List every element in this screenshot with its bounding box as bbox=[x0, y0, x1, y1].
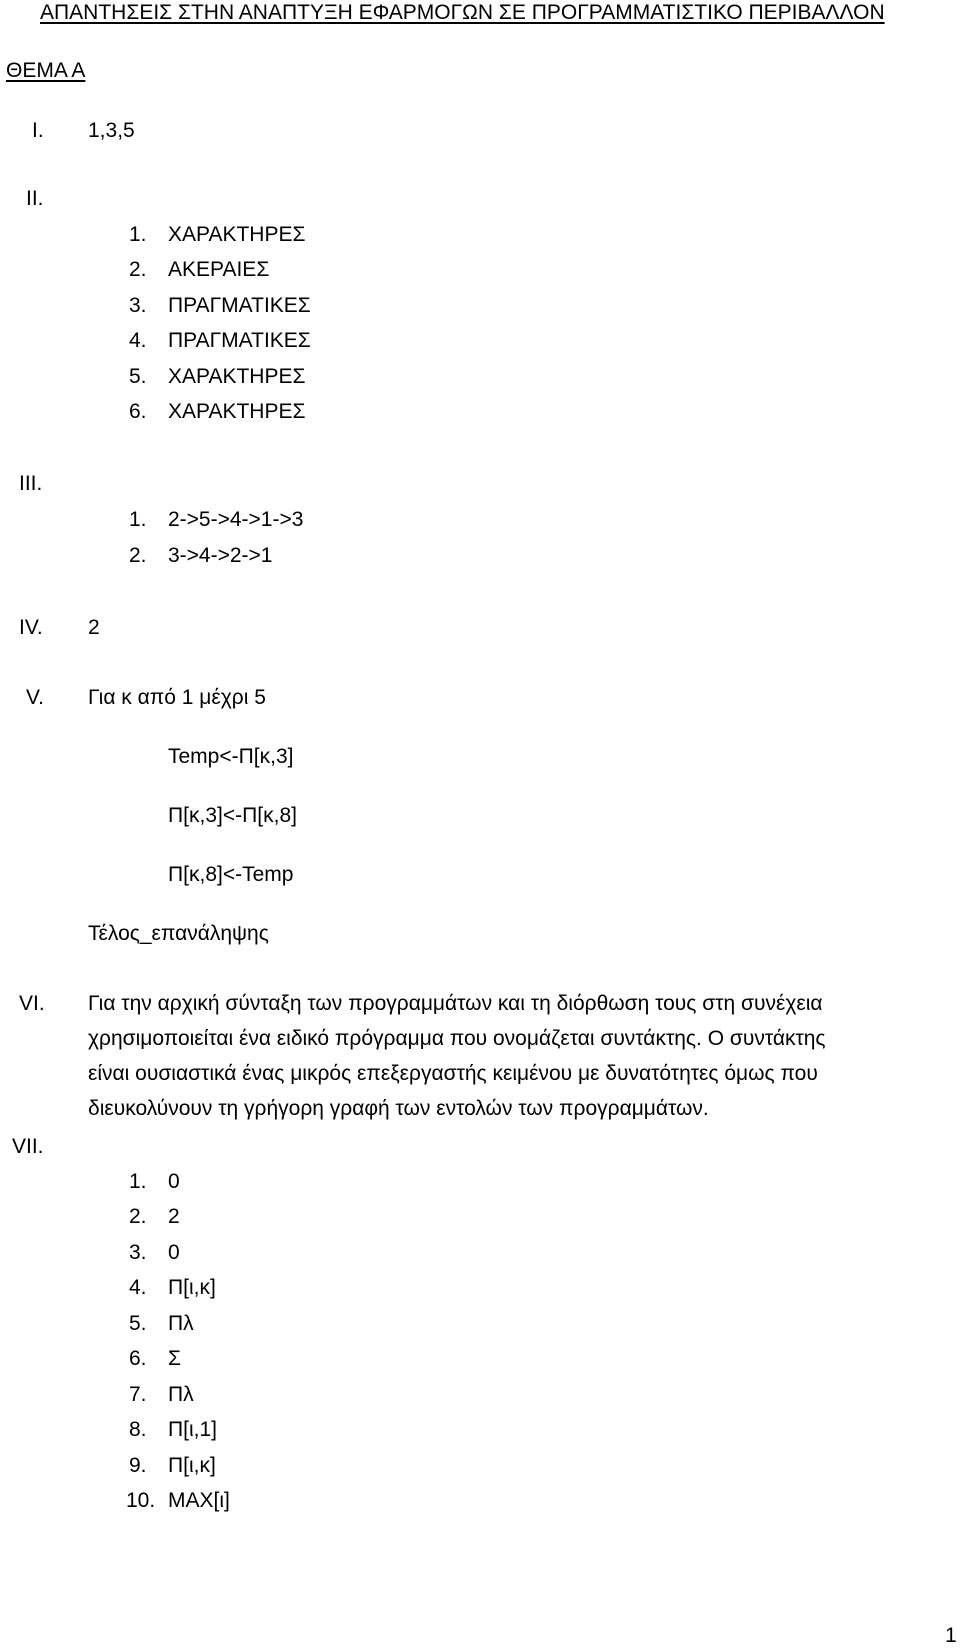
answer-numeral-v: V. bbox=[26, 686, 44, 709]
answer-i-text: 1,3,5 bbox=[88, 119, 135, 142]
section-heading: ΘΕΜΑ Α bbox=[6, 59, 86, 82]
list-item-number: 6. bbox=[129, 1347, 147, 1370]
answer-numeral-vi: VI. bbox=[19, 992, 45, 1015]
answer-numeral-iv: IV. bbox=[19, 616, 43, 639]
list-item-number: 2. bbox=[129, 1205, 147, 1228]
answer-iv-text: 2 bbox=[88, 616, 100, 639]
list-item-text: 2 bbox=[168, 1205, 180, 1228]
list-item-text: Π[ι,κ] bbox=[168, 1276, 216, 1299]
list-item-text: 0 bbox=[168, 1241, 180, 1264]
loop-end: Τέλος_επανάληψης bbox=[88, 922, 269, 945]
list-item-number: 3. bbox=[129, 294, 147, 317]
list-item-text: MAX[ι] bbox=[168, 1489, 230, 1512]
list-item-text: ΠΡΑΓΜΑΤΙΚΕΣ bbox=[168, 329, 311, 352]
list-item-number: 6. bbox=[129, 400, 147, 423]
list-item-number: 1. bbox=[129, 1170, 147, 1193]
list-item-number: 3. bbox=[129, 1241, 147, 1264]
loop-body-line: Temp<-Π[κ,3] bbox=[168, 745, 294, 768]
paragraph-line: διευκολύνουν τη γρήγορη γραφή των εντολών των προγραμμάτων. bbox=[88, 1097, 709, 1120]
answer-numeral-ii: II. bbox=[26, 187, 44, 210]
paragraph-line: είναι ουσιαστικά ένας μικρός επεξεργαστής κειμένου με δυνατότητες όμως που bbox=[88, 1062, 818, 1085]
answer-numeral-vii: VII. bbox=[12, 1135, 44, 1158]
list-item-number: 5. bbox=[129, 1312, 147, 1335]
list-item-number: 8. bbox=[129, 1418, 147, 1441]
list-item-text: Σ bbox=[168, 1347, 181, 1370]
list-item-number: 10. bbox=[126, 1489, 156, 1512]
document-title: ΑΠΑΝΤΗΣΕΙΣ ΣΤΗΝ ΑΝΑΠΤΥΞΗ ΕΦΑΡΜΟΓΩΝ ΣΕ ΠΡΟΓΡΑΜΜΑΤΙΣΤΙΚΟ ΠΕΡΙΒΑΛΛΟΝ bbox=[40, 1, 885, 24]
list-item-text: Πλ bbox=[168, 1312, 194, 1335]
list-item-number: 4. bbox=[129, 1276, 147, 1299]
loop-body-line: Π[κ,3]<-Π[κ,8] bbox=[168, 804, 297, 827]
loop-start: Για κ από 1 μέχρι 5 bbox=[88, 686, 266, 709]
list-item-text: Π[ι,1] bbox=[168, 1418, 218, 1441]
list-item-text: 0 bbox=[168, 1170, 180, 1193]
list-item-number: 1. bbox=[129, 508, 147, 531]
paragraph-line: Για την αρχική σύνταξη των προγραμμάτων και τη διόρθωση τους στη συνέχεια bbox=[88, 992, 823, 1015]
list-item-number: 2. bbox=[129, 544, 147, 567]
list-item-number: 4. bbox=[129, 329, 147, 352]
list-item-text: 3->4->2->1 bbox=[168, 544, 273, 567]
list-item-text: ΑΚΕΡΑΙΕΣ bbox=[168, 258, 270, 281]
list-item-number: 1. bbox=[129, 223, 147, 246]
list-item-number: 9. bbox=[129, 1454, 147, 1477]
paragraph-line: χρησιμοποιείται ένα ειδικό πρόγραμμα που ονομάζεται συντάκτης. Ο συντάκτης bbox=[88, 1027, 826, 1050]
list-item-text: ΠΡΑΓΜΑΤΙΚΕΣ bbox=[168, 294, 311, 317]
answer-numeral-i: I. bbox=[32, 119, 44, 142]
list-item-text: 2->5->4->1->3 bbox=[168, 508, 304, 531]
list-item-number: 5. bbox=[129, 365, 147, 388]
list-item-number: 2. bbox=[129, 258, 147, 281]
page-number: 1 bbox=[945, 1624, 957, 1647]
list-item-text: Πλ bbox=[168, 1383, 194, 1406]
answer-numeral-iii: III. bbox=[19, 472, 43, 495]
loop-body-line: Π[κ,8]<-Temp bbox=[168, 863, 294, 886]
list-item-text: Π[ι,κ] bbox=[168, 1454, 216, 1477]
list-item-text: ΧΑΡΑΚΤΗΡΕΣ bbox=[168, 400, 306, 423]
list-item-number: 7. bbox=[129, 1383, 147, 1406]
list-item-text: ΧΑΡΑΚΤΗΡΕΣ bbox=[168, 223, 306, 246]
list-item-text: ΧΑΡΑΚΤΗΡΕΣ bbox=[168, 365, 306, 388]
